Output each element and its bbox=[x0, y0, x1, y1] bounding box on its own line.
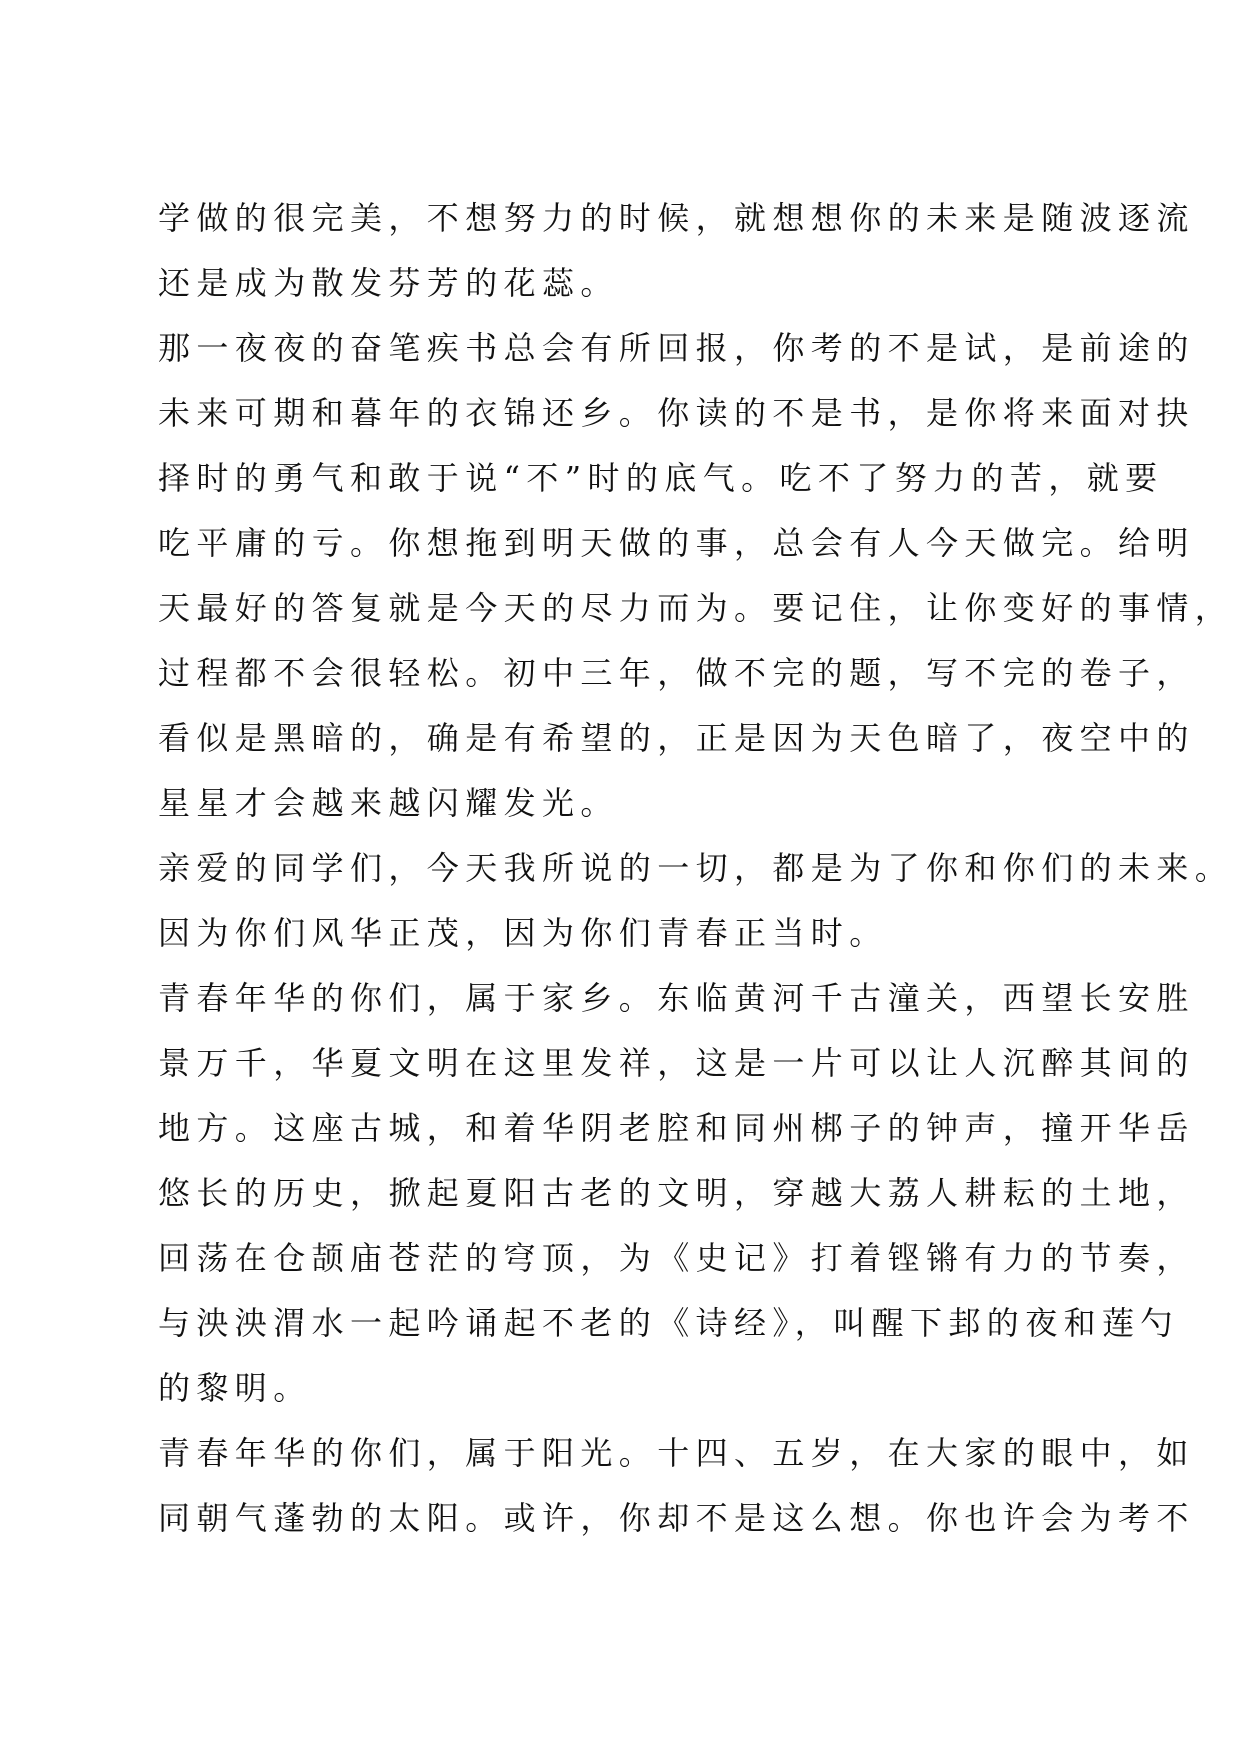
text-line: 亲爱的同学们，今天我所说的一切，都是为了你和你们的未来。 bbox=[158, 849, 1234, 887]
text-line: 与泱泱渭水一起吟诵起不老的《诗经》，叫醒下邽的夜和莲勺 bbox=[158, 1304, 1179, 1342]
text-line: 还是成为散发芬芳的花蕊。 bbox=[158, 264, 619, 302]
text-line: 景万千，华夏文明在这里发祥，这是一片可以让人沉醉其间的 bbox=[158, 1044, 1195, 1082]
text-line: 因为你们风华正茂，因为你们青春正当时。 bbox=[158, 914, 888, 952]
text-line: 的黎明。 bbox=[158, 1369, 312, 1407]
text-line: 青春年华的你们，属于家乡。东临黄河千古潼关，西望长安胜 bbox=[158, 979, 1195, 1017]
text-line: 择时的勇气和敢于说“不”时的底气。吃不了努力的苦，就要 bbox=[158, 459, 1164, 497]
text-line: 星星才会越来越闪耀发光。 bbox=[158, 784, 619, 822]
text-line: 青春年华的你们，属于阳光。十四、五岁，在大家的眼中，如 bbox=[158, 1434, 1195, 1472]
text-line: 天最好的答复就是今天的尽力而为。要记住，让你变好的事情， bbox=[158, 589, 1234, 627]
text-line: 吃平庸的亏。你想拖到明天做的事，总会有人今天做完。给明 bbox=[158, 524, 1195, 562]
text-line: 过程都不会很轻松。初中三年，做不完的题，写不完的卷子， bbox=[158, 654, 1195, 692]
text-line: 悠长的历史，掀起夏阳古老的文明，穿越大荔人耕耘的土地， bbox=[158, 1174, 1195, 1212]
text-line: 地方。这座古城，和着华阴老腔和同州梆子的钟声，撞开华岳 bbox=[158, 1109, 1195, 1147]
text-line: 回荡在仓颉庙苍茫的穹顶，为《史记》打着铿锵有力的节奏， bbox=[158, 1239, 1195, 1277]
text-line: 看似是黑暗的，确是有希望的，正是因为天色暗了，夜空中的 bbox=[158, 719, 1195, 757]
speech-text-block bbox=[158, 186, 1234, 1551]
text-line: 同朝气蓬勃的太阳。或许，你却不是这么想。你也许会为考不 bbox=[158, 1499, 1195, 1537]
text-line: 学做的很完美，不想努力的时候，就想想你的未来是随波逐流 bbox=[158, 199, 1195, 237]
text-line: 未来可期和暮年的衣锦还乡。你读的不是书，是你将来面对抉 bbox=[158, 394, 1195, 432]
text-line: 那一夜夜的奋笔疾书总会有所回报，你考的不是试，是前途的 bbox=[158, 329, 1195, 367]
